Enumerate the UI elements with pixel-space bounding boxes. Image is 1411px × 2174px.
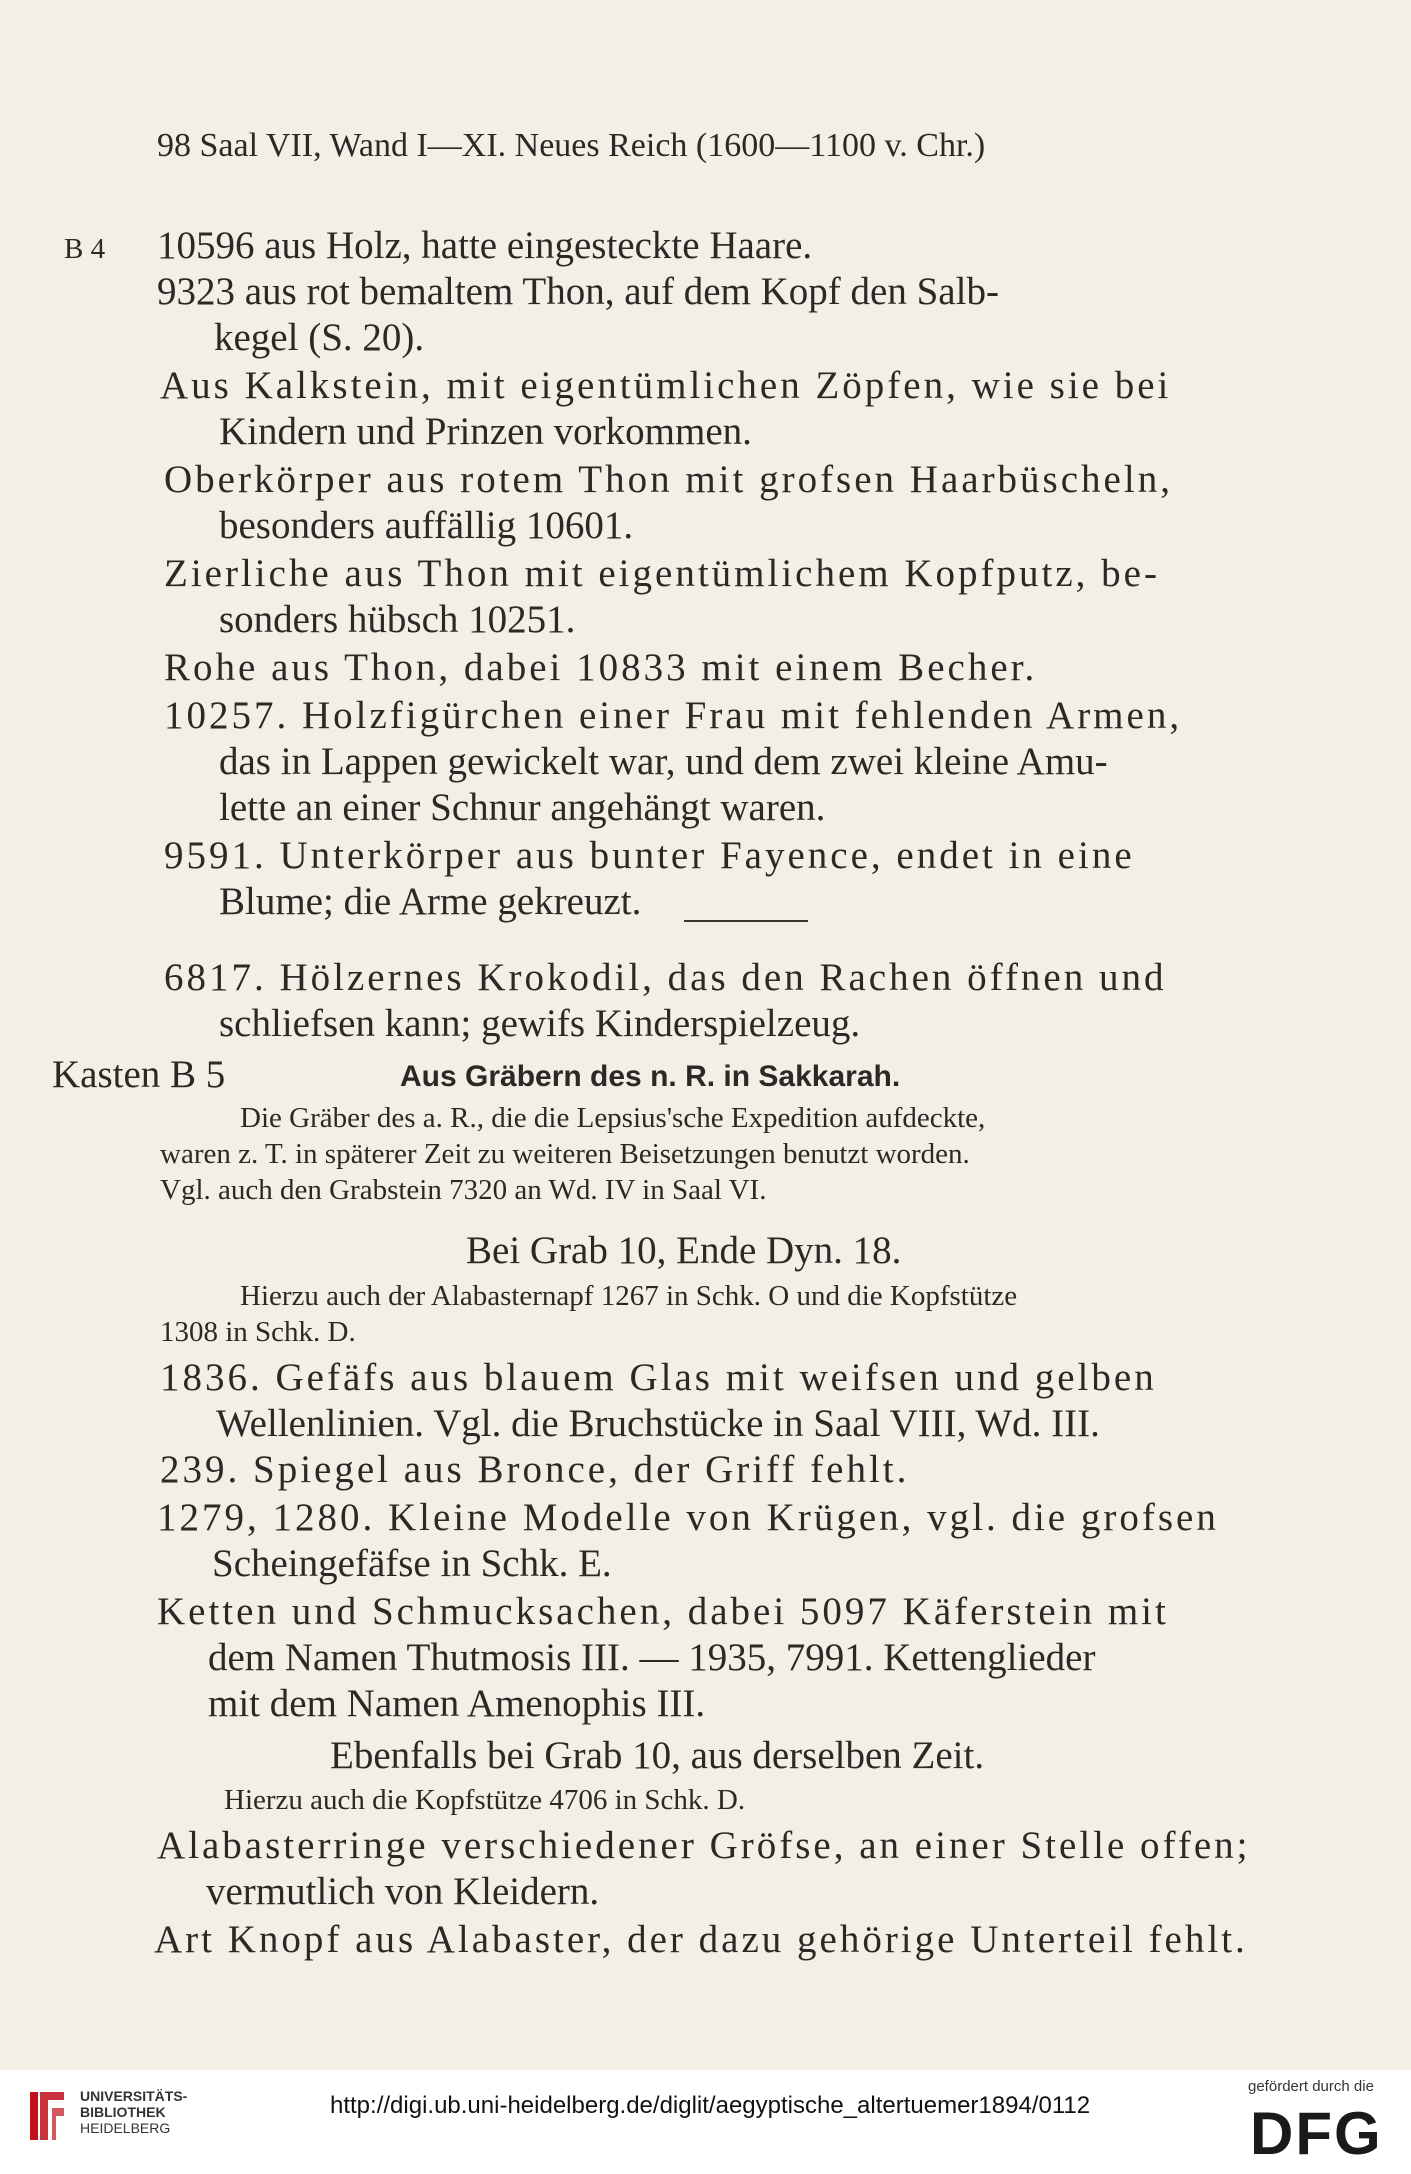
entry-line: besonders auffällig 10601. (219, 504, 634, 547)
entry-line: Blume; die Arme gekreuzt. (219, 880, 642, 923)
entry-line: schliefsen kann; gewifs Kinderspielzeug. (219, 1002, 861, 1045)
entry-line: 9323 aus rot bemaltem Thon, auf dem Kopf den Salb- (157, 270, 999, 313)
grab-note-line: Hierzu auch der Alabasternapf 1267 in Schk. O und die Kopfstütze (240, 1280, 1018, 1312)
kasten-note-line: Vgl. auch den Grabstein 7320 an Wd. IV in Saal VI. (160, 1174, 767, 1206)
digitization-footer (0, 2070, 1411, 2174)
entry-line: dem Namen Thutmosis III. — 1935, 7991. Kettenglieder (208, 1636, 1096, 1679)
kasten-heading: Aus Gräbern des n. R. in Sakkarah. (400, 1060, 901, 1093)
section-divider (684, 920, 808, 922)
case-marker: B 4 (64, 233, 106, 265)
entry-line: Rohe aus Thon, dabei 10833 mit einem Becher. (164, 646, 1038, 689)
entry-line: 6817. Hölzernes Krokodil, das den Rachen öffnen und (164, 956, 1167, 999)
grab-note-line: 1308 in Schk. D. (160, 1316, 356, 1348)
source-url-link[interactable]: http://digi.ub.uni-heidelberg.de/diglit/aegyptische_altertuemer1894/0112 (330, 2092, 1091, 2119)
kasten-note-line: waren z. T. in späterer Zeit zu weiteren Beisetzungen benutzt worden. (160, 1138, 970, 1170)
entry-line: Zierliche aus Thon mit eigentümlichem Kopfputz, be- (164, 552, 1160, 595)
entry-line: 1836. Gefäfs aus blauem Glas mit weifsen und gelben (160, 1356, 1157, 1399)
library-name-line: HEIDELBERG (80, 2120, 171, 2136)
same-heading: Ebenfalls bei Grab 10, aus derselben Zeit. (330, 1734, 985, 1777)
running-header: 98 Saal VII, Wand I—XI. Neues Reich (1600—1100 v. Chr.) (157, 127, 986, 164)
entry-line: das in Lappen gewickelt war, und dem zwei kleine Amu- (219, 740, 1108, 783)
entry-line: Kindern und Prinzen vorkommen. (219, 410, 752, 453)
entry-line: 10596 aus Holz, hatte eingesteckte Haare. (157, 224, 813, 267)
kasten-note-line: Die Gräber des a. R., die die Lepsius'sche Expedition aufdeckte, (240, 1102, 986, 1134)
library-name-line: BIBLIOTHEK (80, 2104, 166, 2120)
entry-line: Wellenlinien. Vgl. die Bruchstücke in Saal VIII, Wd. III. (216, 1402, 1100, 1445)
entry-line: Alabasterringe verschiedener Gröfse, an einer Stelle offen; (157, 1824, 1251, 1867)
entry-line: 1279, 1280. Kleine Modelle von Krügen, vgl. die grofsen (157, 1496, 1219, 1539)
dfg-logo: DFG (1250, 2100, 1383, 2167)
entry-line: Oberkörper aus rotem Thon mit grofsen Haarbüscheln, (164, 458, 1173, 501)
entry-line: Art Knopf aus Alabaster, der dazu gehörige Unterteil fehlt. (154, 1918, 1248, 1961)
kasten-label: Kasten B 5 (52, 1053, 226, 1096)
entry-line: vermutlich von Kleidern. (206, 1870, 600, 1913)
funding-note: gefördert durch die (1248, 2078, 1374, 2095)
entry-line: Aus Kalkstein, mit eigentümlichen Zöpfen, wie sie bei (160, 364, 1172, 407)
entry-line: kegel (S. 20). (214, 316, 425, 359)
entry-line: mit dem Namen Amenophis III. (208, 1682, 706, 1725)
grab-heading: Bei Grab 10, Ende Dyn. 18. (466, 1229, 902, 1272)
entry-line: sonders hübsch 10251. (219, 598, 576, 641)
same-note: Hierzu auch die Kopfstütze 4706 in Schk. D. (224, 1784, 746, 1816)
entry-line: Ketten und Schmucksachen, dabei 5097 Käferstein mit (157, 1590, 1169, 1633)
entry-line: 239. Spiegel aus Bronce, der Griff fehlt. (160, 1448, 910, 1491)
entry-line: 9591. Unterkörper aus bunter Fayence, endet in eine (164, 834, 1135, 877)
library-name (80, 2088, 187, 2136)
library-name-line: UNIVERSITÄTS- (80, 2088, 188, 2104)
entry-line: Scheingefäfse in Schk. E. (212, 1542, 612, 1585)
entry-line: lette an einer Schnur angehängt waren. (219, 786, 826, 829)
library-logo-icon (26, 2086, 70, 2146)
entry-line: 10257. Holzfigürchen einer Frau mit fehlenden Armen, (164, 694, 1183, 737)
